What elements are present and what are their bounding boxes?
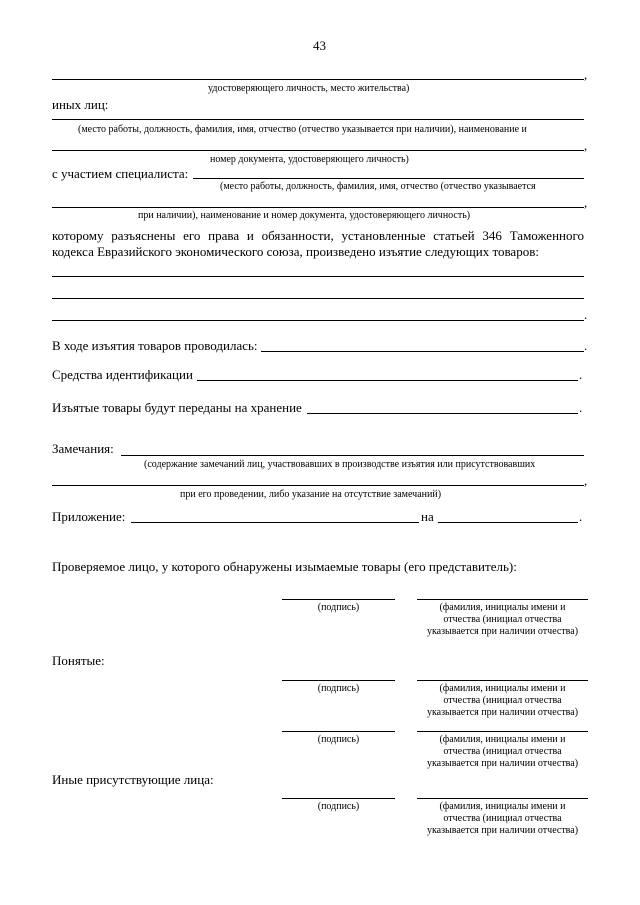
name-line [417, 798, 588, 799]
fill-line [52, 150, 584, 151]
caption-name-2: отчества (инициал отчества [443, 813, 562, 824]
caption-name-2: отчества (инициал отчества [443, 695, 562, 706]
fill-line [193, 178, 584, 179]
label-storage: Изъятые товары будут переданы на хранение [52, 400, 302, 415]
label-other-persons: иных лиц: [52, 97, 109, 112]
comma: , [584, 67, 588, 82]
goods-line [52, 298, 584, 299]
goods-line [52, 276, 584, 277]
dot: . [584, 338, 588, 353]
caption-name-1: (фамилия, инициалы имени и [439, 801, 566, 812]
caption-signature: (подпись) [317, 734, 360, 745]
fill-line [131, 522, 419, 523]
caption-if-any-doc: при наличии), наименование и номер документа, удостоверяющего личность) [138, 210, 471, 221]
fill-line [52, 207, 584, 208]
fill-line [307, 413, 578, 414]
caption-name-1: (фамилия, инициалы имени и [439, 683, 566, 694]
dot: . [579, 367, 583, 382]
rights-paragraph: которому разъяснены его права и обязанности, установленные статьей 346 Таможенного кодекса Евразийского экономического союза, произведено изъятие следующих товаров: [52, 228, 584, 259]
comma: , [584, 138, 588, 153]
caption-work-fio: (место работы, должность, фамилия, имя, отчество (отчество указывается при наличии), наименование и [78, 124, 527, 135]
label-appendix: Приложение: [52, 509, 126, 524]
caption-name-2: отчества (инициал отчества [443, 614, 562, 625]
caption-doc-number: номер документа, удостоверяющего личность) [210, 154, 409, 165]
caption-remarks-content: (содержание замечаний лиц, участвовавших в производстве изъятия или присутствовавших [144, 459, 536, 470]
caption-signature: (подпись) [317, 801, 360, 812]
signature-line [282, 680, 395, 681]
caption-identity-residence: удостоверяющего личность, место жительства) [208, 83, 410, 94]
page-number: 43 [313, 38, 326, 53]
caption-signature: (подпись) [317, 683, 360, 694]
caption-name-3: указывается при наличии отчества) [426, 825, 579, 836]
caption-name-3: указывается при наличии отчества) [426, 758, 579, 769]
fill-line [52, 119, 584, 120]
dot: . [584, 307, 588, 322]
label-identification: Средства идентификации [52, 367, 193, 382]
name-line [417, 680, 588, 681]
fill-line [197, 380, 578, 381]
signature-line [282, 599, 395, 600]
name-line [417, 731, 588, 732]
signature-line [282, 731, 395, 732]
label-remarks: Замечания: [52, 441, 114, 456]
caption-work-fio-2: (место работы, должность, фамилия, имя, отчество (отчество указывается [220, 181, 536, 192]
fill-line [52, 485, 584, 486]
dot: . [579, 509, 583, 524]
comma: , [584, 473, 588, 488]
goods-line [52, 320, 584, 321]
label-witnesses: Понятые: [52, 653, 105, 668]
label-on: на [421, 509, 434, 524]
label-inspected-person: Проверяемое лицо, у которого обнаружены изымаемые товары (его представитель): [52, 559, 517, 574]
comma: , [584, 195, 588, 210]
caption-name-1: (фамилия, инициалы имени и [439, 734, 566, 745]
fill-line [438, 522, 578, 523]
caption-name-2: отчества (инициал отчества [443, 746, 562, 757]
dot: . [579, 400, 583, 415]
fill-line [52, 79, 584, 80]
name-line [417, 599, 588, 600]
fill-line [261, 351, 584, 352]
signature-line [282, 798, 395, 799]
label-during-seizure: В ходе изъятия товаров проводилась: [52, 338, 258, 353]
label-with-specialist: с участием специалиста: [52, 166, 189, 181]
label-others-present: Иные присутствующие лица: [52, 772, 214, 787]
fill-line [121, 455, 584, 456]
caption-signature: (подпись) [317, 602, 360, 613]
caption-remarks-absence: при его проведении, либо указание на отсутствие замечаний) [180, 489, 442, 500]
caption-name-3: указывается при наличии отчества) [426, 626, 579, 637]
caption-name-3: указывается при наличии отчества) [426, 707, 579, 718]
caption-name-1: (фамилия, инициалы имени и [439, 602, 566, 613]
